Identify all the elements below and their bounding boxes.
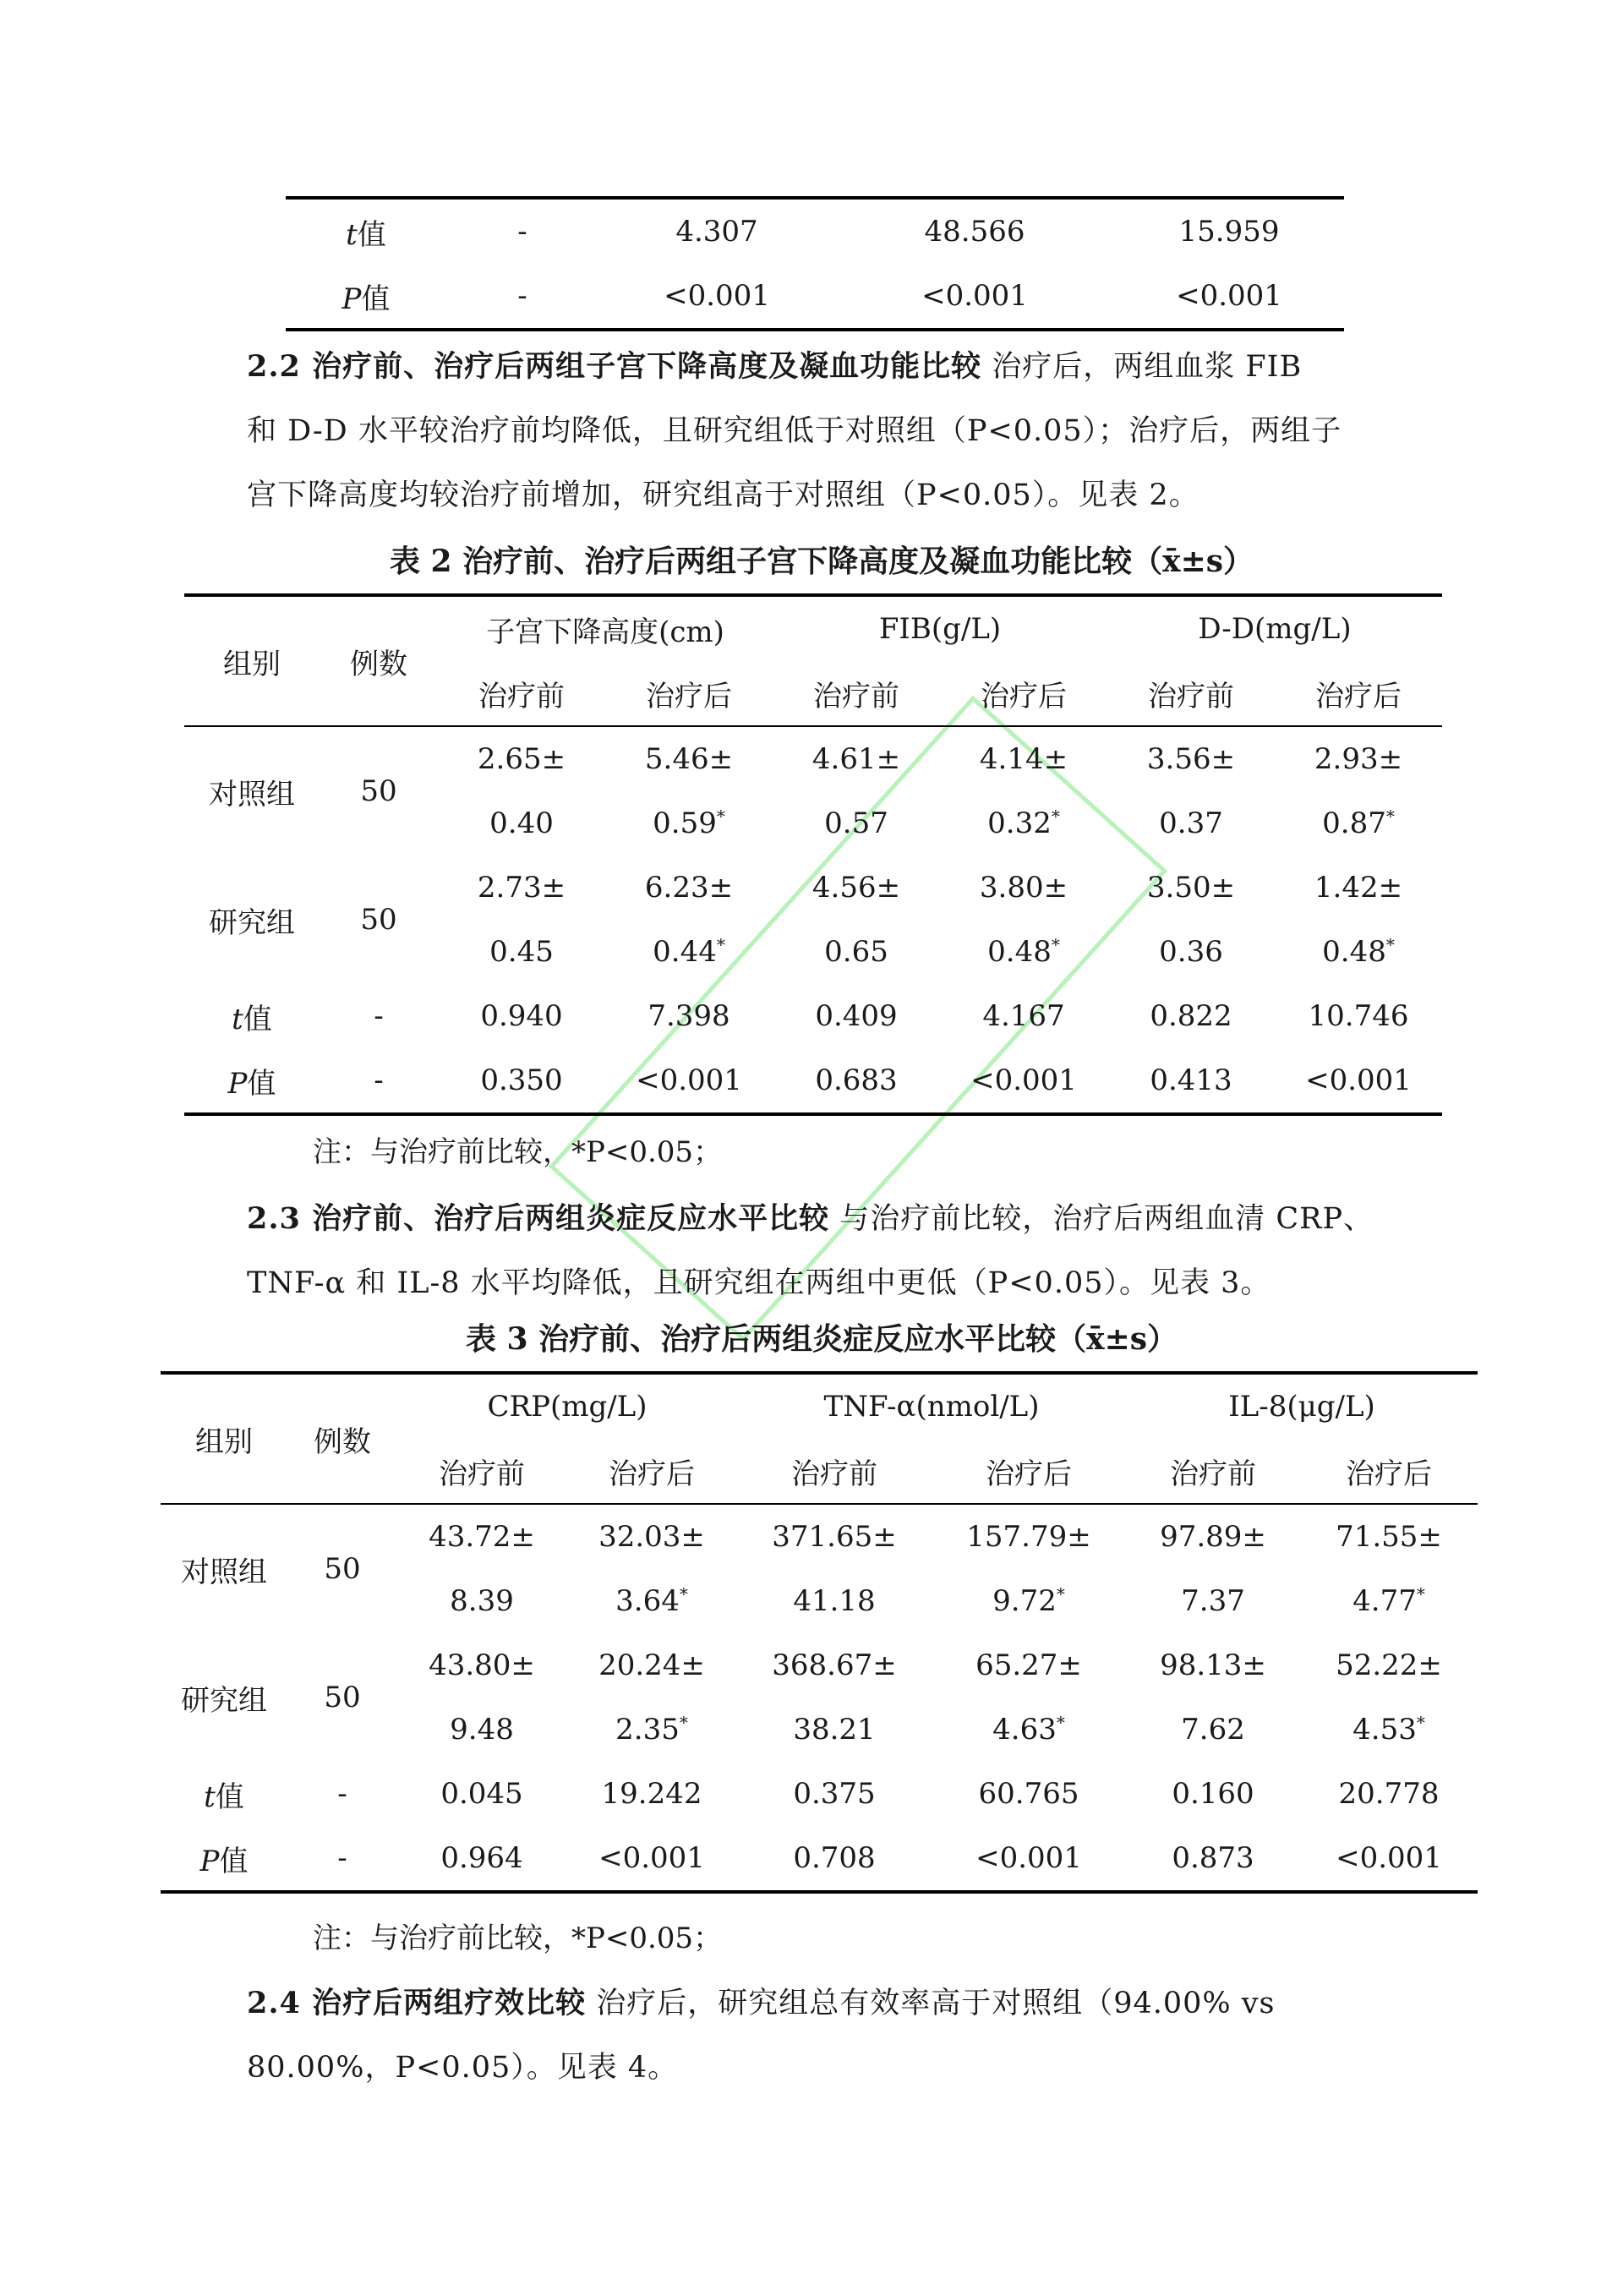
header-variable: TNF-α(nmol/L) <box>737 1373 1126 1439</box>
stat-label-symbol: P <box>199 1844 220 1878</box>
row-label-cell <box>286 198 446 264</box>
sd-cell <box>932 1697 1126 1762</box>
mean-cell: 2.93± <box>1275 726 1442 791</box>
header-variable: IL-8(μg/L) <box>1126 1373 1478 1439</box>
mean-cell: 43.80± <box>429 1648 535 1682</box>
paragraph-line: 和 D-D 水平较治疗前均降低，且研究组低于对照组（P<0.05）；治疗后，两组子 <box>247 414 1342 448</box>
significance-mark: * <box>1416 1583 1425 1604</box>
sd-value: 3.64 <box>615 1584 680 1618</box>
sd-cell <box>566 1697 737 1762</box>
table-row <box>286 198 1344 264</box>
section-2-4-paragraph <box>247 1971 1396 2100</box>
mean-cell: 2.73± <box>477 871 566 905</box>
sd-value: 0.65 <box>824 935 888 969</box>
subheader-cell: 治疗后 <box>981 679 1067 713</box>
paragraph-line: 与治疗前比较，治疗后两组血清 CRP、 <box>829 1202 1374 1236</box>
table-row <box>286 264 1344 330</box>
sd-value: 0.44 <box>653 935 717 969</box>
sd-cell <box>940 920 1107 984</box>
section-2-2-paragraph <box>247 335 1396 528</box>
sd-value: 0.37 <box>1159 806 1223 840</box>
stat-n: - <box>320 1048 438 1114</box>
stat-label-symbol: P <box>342 282 362 316</box>
stat-label-symbol: t <box>204 1779 216 1814</box>
sd-value: 2.35 <box>615 1713 680 1747</box>
header-variable: CRP(mg/L) <box>397 1373 737 1439</box>
table1-tail <box>286 196 1344 331</box>
sd-value: 9.48 <box>450 1713 514 1747</box>
table-cell: <0.001 <box>566 1826 737 1892</box>
subheader-cell: 治疗前 <box>478 679 565 713</box>
stat-n: - <box>337 1777 347 1811</box>
sd-value: 7.37 <box>1181 1584 1245 1618</box>
mean-cell: 4.61± <box>773 726 940 791</box>
table-cell: 4.167 <box>982 999 1065 1033</box>
row-label-cell <box>161 1762 287 1826</box>
table-row <box>161 1633 1478 1697</box>
stat-row <box>184 984 1442 1048</box>
significance-mark: * <box>679 1583 688 1604</box>
table-cell: 0.940 <box>480 999 563 1033</box>
table-cell: 60.765 <box>978 1777 1079 1811</box>
table-cell: <0.001 <box>940 1048 1107 1114</box>
paragraph-line: TNF-α 和 IL-8 水平均降低，且研究组在两组中更低（P<0.05）。见表 3。 <box>247 1266 1271 1300</box>
sd-value: 0.48 <box>1322 935 1386 969</box>
sd-cell <box>737 1569 932 1633</box>
significance-mark: * <box>1385 806 1395 827</box>
subheader-cell: 治疗后 <box>986 1457 1072 1491</box>
sd-value: 0.59 <box>653 806 717 840</box>
mean-cell: 3.50± <box>1146 871 1236 905</box>
mean-cell: 32.03± <box>566 1504 737 1569</box>
header-row <box>161 1373 1478 1439</box>
table-cell: 0.964 <box>397 1826 566 1892</box>
header-variable: D-D(mg/L) <box>1107 595 1442 661</box>
section-2-2-heading: 2.2 治疗前、治疗后两组子宫下降高度及凝血功能比较 <box>247 349 982 384</box>
row-label-cell <box>286 264 446 330</box>
sd-value: 4.77 <box>1352 1584 1417 1618</box>
table-cell: 0.683 <box>773 1048 940 1114</box>
significance-mark: * <box>1056 1583 1065 1604</box>
stat-row <box>184 1048 1442 1114</box>
stat-label-suffix: 值 <box>357 217 386 252</box>
mean-cell: 4.56± <box>812 871 901 905</box>
significance-mark: * <box>1051 806 1060 827</box>
paragraph-line: 治疗后，研究组总有效率高于对照组（94.00% vs <box>586 1987 1276 2020</box>
sd-value: 0.40 <box>489 806 554 840</box>
sd-cell <box>605 920 773 984</box>
table-row <box>184 726 1442 791</box>
subheader-cell: 治疗前 <box>1148 679 1234 713</box>
header-n: 例数 <box>287 1373 397 1504</box>
section-2-3-paragraph <box>247 1187 1396 1315</box>
sd-value: 0.48 <box>987 935 1052 969</box>
mean-cell: 3.56± <box>1107 726 1275 791</box>
mean-cell: 6.23± <box>644 871 734 905</box>
stat-n: - <box>287 1826 397 1892</box>
subheader-cell: 治疗前 <box>813 679 899 713</box>
paragraph-line: 宫下降高度均较治疗前增加，研究组高于对照组（P<0.05）。见表 2。 <box>247 478 1199 512</box>
stat-label-suffix: 值 <box>243 1002 272 1036</box>
table-cell: <0.001 <box>598 264 835 330</box>
mean-cell: 1.42± <box>1314 871 1403 905</box>
table2-caption: 表 2 治疗前、治疗后两组子宫下降高度及凝血功能比较（x̄±s） <box>389 544 1254 579</box>
mean-cell: 4.14± <box>940 726 1107 791</box>
sd-value: 0.32 <box>987 806 1052 840</box>
stat-label-suffix: 值 <box>219 1844 249 1878</box>
sd-value: 0.87 <box>1322 806 1386 840</box>
sd-value: 8.39 <box>450 1584 514 1618</box>
stat-label-symbol: P <box>227 1066 248 1101</box>
table-cell: 0.350 <box>438 1048 605 1114</box>
paragraph-line: 80.00%，P<0.05）。见表 4。 <box>247 2051 679 2085</box>
sd-cell <box>1107 791 1275 856</box>
table-cell: <0.001 <box>1114 264 1344 330</box>
sd-value: 41.18 <box>793 1584 876 1618</box>
significance-mark: * <box>1051 934 1060 955</box>
sd-cell <box>1126 1697 1300 1762</box>
table-row <box>161 1504 1478 1569</box>
stat-row <box>161 1762 1478 1826</box>
table-cell: 0.708 <box>737 1826 932 1892</box>
significance-mark: * <box>1416 1712 1425 1733</box>
table-cell: 15.959 <box>1114 198 1344 264</box>
subheader-cell: 治疗后 <box>1315 679 1402 713</box>
section-2-4-heading: 2.4 治疗后两组疗效比较 <box>247 1986 587 2020</box>
table3 <box>161 1371 1478 1894</box>
header-n: 例数 <box>320 595 438 726</box>
sd-value: 0.57 <box>824 806 888 840</box>
sd-cell <box>1107 920 1275 984</box>
mean-cell: 65.27± <box>975 1648 1082 1682</box>
table-cell: 0.822 <box>1150 999 1232 1033</box>
sd-cell <box>566 1569 737 1633</box>
subheader-cell: 治疗后 <box>609 1457 695 1491</box>
table-cell: 4.307 <box>598 198 835 264</box>
mean-cell: 3.80± <box>979 871 1068 905</box>
group-name: 对照组 <box>161 1504 287 1633</box>
table2-note: 注：与治疗前比较，*P<0.05； <box>313 1135 723 1169</box>
sd-cell <box>1300 1697 1478 1762</box>
table3-caption: 表 3 治疗前、治疗后两组炎症反应水平比较（x̄±s） <box>465 1321 1178 1357</box>
subheader-cell: 治疗前 <box>439 1457 525 1491</box>
sd-value: 4.63 <box>992 1713 1057 1747</box>
stat-label-suffix: 值 <box>247 1066 276 1101</box>
significance-mark: * <box>716 934 725 955</box>
mean-cell: 371.65± <box>737 1504 932 1569</box>
significance-mark: * <box>679 1712 688 1733</box>
sd-cell <box>940 791 1107 856</box>
table-cell: 0.409 <box>815 999 898 1033</box>
table-cell: <0.001 <box>1300 1826 1478 1892</box>
group-n: 50 <box>324 1681 361 1714</box>
subheader-cell: 治疗前 <box>791 1457 877 1491</box>
sd-cell <box>397 1697 566 1762</box>
table-cell: 0.873 <box>1126 1826 1300 1892</box>
table-cell: 48.566 <box>835 198 1114 264</box>
group-n: 50 <box>360 903 397 937</box>
mean-cell: 71.55± <box>1300 1504 1478 1569</box>
mean-cell: 97.89± <box>1126 1504 1300 1569</box>
table-cell: <0.001 <box>1275 1048 1442 1114</box>
sd-value: 0.36 <box>1159 935 1223 969</box>
significance-mark: * <box>1385 934 1395 955</box>
sd-cell <box>773 920 940 984</box>
sd-cell <box>773 791 940 856</box>
mean-cell: 20.24± <box>598 1648 705 1682</box>
sd-cell <box>932 1569 1126 1633</box>
header-row <box>184 595 1442 661</box>
stat-label-suffix: 值 <box>215 1779 244 1814</box>
sd-value: 7.62 <box>1181 1713 1245 1747</box>
table-cell: <0.001 <box>605 1048 773 1114</box>
table-cell: - <box>446 198 598 264</box>
subheader-cell: 治疗后 <box>646 679 732 713</box>
table-cell: 0.375 <box>793 1777 876 1811</box>
table-cell: 7.398 <box>648 999 730 1033</box>
mean-cell: 157.79± <box>932 1504 1126 1569</box>
group-name: 研究组 <box>181 1683 267 1718</box>
mean-cell: 98.13± <box>1160 1648 1266 1682</box>
table-cell: - <box>446 264 598 330</box>
sd-cell <box>397 1569 566 1633</box>
stat-label-suffix: 值 <box>361 282 391 316</box>
sd-cell <box>438 920 605 984</box>
table-row <box>184 856 1442 920</box>
sd-value: 4.53 <box>1352 1713 1417 1747</box>
group-name: 研究组 <box>209 905 295 940</box>
mean-cell: 43.72± <box>397 1504 566 1569</box>
table-cell: 0.413 <box>1107 1048 1275 1114</box>
sd-cell <box>737 1697 932 1762</box>
sd-cell <box>1275 920 1442 984</box>
header-variable: 子宫下降高度(cm) <box>438 595 773 661</box>
mean-cell: 5.46± <box>605 726 773 791</box>
mean-cell: 2.65± <box>438 726 605 791</box>
header-group: 组别 <box>161 1373 287 1504</box>
sd-value: 9.72 <box>992 1584 1057 1618</box>
subheader-cell: 治疗后 <box>1346 1457 1433 1491</box>
group-n: 50 <box>320 726 438 856</box>
stat-label-symbol: t <box>232 1002 243 1036</box>
table-cell: 10.746 <box>1308 999 1409 1033</box>
stat-row <box>161 1826 1478 1892</box>
row-label-cell <box>184 984 320 1048</box>
section-2-3-heading: 2.3 治疗前、治疗后两组炎症反应水平比较 <box>247 1201 830 1236</box>
significance-mark: * <box>1056 1712 1065 1733</box>
sd-cell <box>1275 791 1442 856</box>
header-variable: FIB(g/L) <box>773 595 1107 661</box>
table-cell: 0.045 <box>440 1777 523 1811</box>
group-n: 50 <box>287 1504 397 1633</box>
mean-cell: 52.22± <box>1336 1648 1442 1682</box>
sd-cell <box>605 791 773 856</box>
sd-value: 38.21 <box>793 1713 876 1747</box>
sd-cell <box>438 791 605 856</box>
sd-value: 0.45 <box>489 935 554 969</box>
table2 <box>184 593 1442 1116</box>
header-group: 组别 <box>184 595 320 726</box>
sd-cell <box>1300 1569 1478 1633</box>
stat-label-symbol: t <box>346 217 358 252</box>
subheader-cell: 治疗前 <box>1170 1457 1257 1491</box>
sd-cell <box>1126 1569 1300 1633</box>
table-cell: <0.001 <box>835 264 1114 330</box>
row-label-cell <box>161 1826 287 1892</box>
paragraph-line: 治疗后，两组血浆 FIB <box>981 350 1303 384</box>
table-cell: 20.778 <box>1338 1777 1440 1811</box>
table3-note: 注：与治疗前比较，*P<0.05； <box>313 1922 723 1955</box>
table-cell: 19.242 <box>601 1777 702 1811</box>
significance-mark: * <box>716 806 725 827</box>
stat-n: - <box>374 999 384 1033</box>
group-name: 对照组 <box>184 726 320 856</box>
row-label-cell <box>184 1048 320 1114</box>
table-cell: 0.160 <box>1172 1777 1254 1811</box>
mean-cell: 368.67± <box>772 1648 897 1682</box>
table-cell: <0.001 <box>932 1826 1126 1892</box>
